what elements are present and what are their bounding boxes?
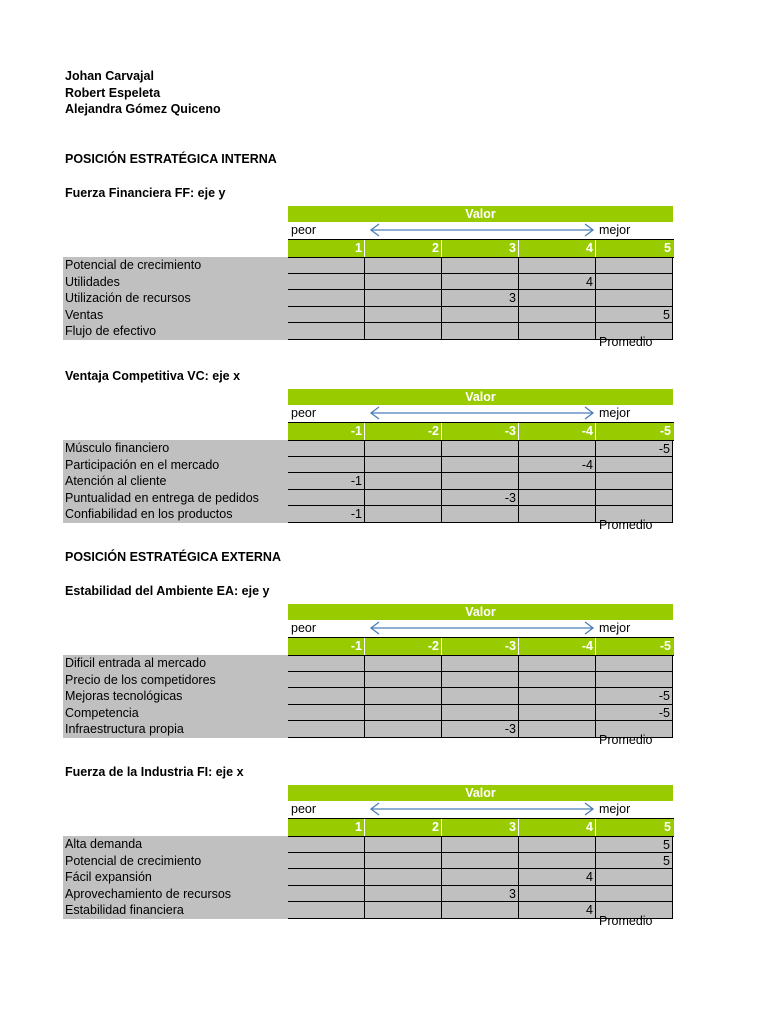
table-row xyxy=(63,307,674,324)
author-2: Robert Espeleta xyxy=(65,85,161,100)
value-cell[interactable] xyxy=(519,721,596,738)
column-headers xyxy=(288,239,674,258)
column-header: -3 xyxy=(442,423,519,440)
value-cell[interactable] xyxy=(365,853,442,870)
value-cell[interactable] xyxy=(519,705,596,722)
row-label: Alta demanda xyxy=(63,836,288,853)
table-row xyxy=(63,490,674,507)
value-cell[interactable] xyxy=(596,274,673,291)
table-row xyxy=(63,323,674,340)
value-cell[interactable] xyxy=(365,307,442,324)
value-cell[interactable]: -1 xyxy=(288,473,365,490)
value-cell[interactable] xyxy=(596,869,673,886)
value-cell[interactable] xyxy=(365,672,442,689)
value-cell[interactable] xyxy=(596,655,673,672)
value-cell[interactable] xyxy=(442,836,519,853)
row-label: Participación en el mercado xyxy=(63,457,288,474)
column-header: -1 xyxy=(288,423,365,440)
value-cell[interactable] xyxy=(365,655,442,672)
value-cell[interactable]: 3 xyxy=(442,886,519,903)
value-cell[interactable] xyxy=(365,886,442,903)
column-header: -2 xyxy=(365,638,442,655)
value-cell[interactable] xyxy=(596,886,673,903)
table-row xyxy=(63,869,674,886)
value-cell[interactable] xyxy=(365,688,442,705)
column-header: -5 xyxy=(659,424,671,438)
value-cell[interactable] xyxy=(519,290,596,307)
value-cell[interactable] xyxy=(365,705,442,722)
value-cell[interactable] xyxy=(442,457,519,474)
value-cell[interactable] xyxy=(442,307,519,324)
value-cell[interactable] xyxy=(288,886,365,903)
table-title: Ventaja Competitiva VC: eje x xyxy=(65,369,241,383)
column-header: -2 xyxy=(365,423,442,440)
value-cell[interactable]: -4 xyxy=(519,457,596,474)
value-cell[interactable] xyxy=(519,257,596,274)
column-header: 5 xyxy=(664,820,671,834)
column-header: 3 xyxy=(442,819,519,836)
value-cell[interactable] xyxy=(519,836,596,853)
author-1: Johan Carvajal xyxy=(65,69,154,83)
value-cell[interactable] xyxy=(442,440,519,457)
value-cell[interactable]: -3 xyxy=(442,721,519,738)
row-label: Aprovechamiento de recursos xyxy=(63,886,288,903)
row-label: Precio de los competidores xyxy=(63,672,288,689)
row-label: Fácil expansión xyxy=(63,869,288,886)
value-cell[interactable] xyxy=(365,457,442,474)
row-label: Atención al cliente xyxy=(63,473,288,490)
value-cell[interactable]: 5 xyxy=(596,853,673,870)
scale-row xyxy=(288,620,674,637)
table-row xyxy=(63,473,674,490)
row-label: Puntualidad en entrega de pedidos xyxy=(63,490,288,507)
scale-worse-label: peor xyxy=(291,406,317,420)
scale-worse-label: peor xyxy=(291,802,317,816)
promedio-label: Promedio xyxy=(599,733,653,747)
table-row xyxy=(63,886,674,903)
value-cell[interactable] xyxy=(442,869,519,886)
column-header: -5 xyxy=(659,639,671,653)
row-label: Mejoras tecnológicas xyxy=(63,688,288,705)
value-cell[interactable] xyxy=(442,506,519,523)
value-cell[interactable] xyxy=(288,721,365,738)
scale-row xyxy=(288,405,674,422)
table-row xyxy=(63,836,674,853)
table-row xyxy=(63,853,674,870)
row-label: Competencia xyxy=(63,705,288,722)
row-label: Utilidades xyxy=(63,274,288,291)
value-cell[interactable]: 4 xyxy=(519,274,596,291)
value-cell[interactable] xyxy=(442,257,519,274)
value-cell[interactable] xyxy=(519,853,596,870)
column-headers xyxy=(288,422,674,441)
value-cell[interactable] xyxy=(365,902,442,919)
table-row xyxy=(63,457,674,474)
value-cell[interactable] xyxy=(288,440,365,457)
table-title: Estabilidad del Ambiente EA: eje y xyxy=(65,584,270,598)
scale-row xyxy=(288,801,674,818)
column-header: 4 xyxy=(519,240,596,257)
table-row xyxy=(63,274,674,291)
value-cell[interactable] xyxy=(519,886,596,903)
scale-better-label: mejor xyxy=(599,223,631,237)
value-cell[interactable] xyxy=(519,490,596,507)
value-cell[interactable] xyxy=(365,869,442,886)
promedio-label: Promedio xyxy=(599,518,653,532)
value-cell[interactable] xyxy=(596,457,673,474)
table-row xyxy=(63,655,674,672)
value-cell[interactable] xyxy=(519,672,596,689)
value-cell[interactable] xyxy=(288,257,365,274)
value-cell[interactable] xyxy=(596,290,673,307)
value-cell[interactable] xyxy=(519,473,596,490)
column-header: 1 xyxy=(288,240,365,257)
row-label: Ventas xyxy=(63,307,288,324)
value-cell[interactable] xyxy=(365,490,442,507)
double-arrow-icon xyxy=(368,223,596,237)
value-cell[interactable] xyxy=(288,274,365,291)
table-row xyxy=(63,688,674,705)
value-cell[interactable]: -1 xyxy=(288,506,365,523)
valor-header: Valor xyxy=(288,206,673,222)
author-3: Alejandra Gómez Quiceno xyxy=(65,102,221,116)
row-label: Infraestructura propia xyxy=(63,721,288,738)
value-cell[interactable] xyxy=(519,307,596,324)
value-cell[interactable] xyxy=(288,307,365,324)
column-header: 2 xyxy=(365,240,442,257)
column-header: 3 xyxy=(442,240,519,257)
value-cell[interactable] xyxy=(365,836,442,853)
value-cell[interactable] xyxy=(288,853,365,870)
column-header: -1 xyxy=(288,638,365,655)
scale-worse-label: peor xyxy=(291,621,317,635)
value-cell[interactable]: 3 xyxy=(442,290,519,307)
column-header: 5 xyxy=(664,241,671,255)
table-title: Fuerza de la Industria FI: eje x xyxy=(65,765,244,779)
value-cell[interactable] xyxy=(519,655,596,672)
scale-row xyxy=(288,222,674,239)
row-label: Músculo financiero xyxy=(63,440,288,457)
value-cell[interactable] xyxy=(442,323,519,340)
value-cell[interactable] xyxy=(365,721,442,738)
column-header: -4 xyxy=(519,638,596,655)
value-cell[interactable] xyxy=(596,490,673,507)
value-cell[interactable] xyxy=(288,902,365,919)
column-header: 1 xyxy=(288,819,365,836)
value-cell[interactable] xyxy=(442,655,519,672)
value-cell[interactable] xyxy=(288,490,365,507)
table-row xyxy=(63,290,674,307)
value-cell[interactable]: 5 xyxy=(596,307,673,324)
table-body xyxy=(63,836,674,919)
value-cell[interactable] xyxy=(365,440,442,457)
promedio-label: Promedio xyxy=(599,914,653,928)
row-label: Utilización de recursos xyxy=(63,290,288,307)
value-cell[interactable] xyxy=(442,473,519,490)
table-row xyxy=(63,721,674,738)
value-cell[interactable]: -5 xyxy=(596,440,673,457)
row-label: Potencial de crecimiento xyxy=(63,853,288,870)
section-title-external: POSICIÓN ESTRATÉGICA EXTERNA xyxy=(65,550,281,564)
value-cell[interactable] xyxy=(596,473,673,490)
value-cell[interactable] xyxy=(365,473,442,490)
value-cell[interactable] xyxy=(442,274,519,291)
table-title: Fuerza Financiera FF: eje y xyxy=(65,186,226,200)
value-cell[interactable] xyxy=(288,836,365,853)
value-cell[interactable] xyxy=(596,257,673,274)
table-row xyxy=(63,705,674,722)
value-cell[interactable] xyxy=(442,902,519,919)
double-arrow-icon xyxy=(368,621,596,635)
table-body xyxy=(63,440,674,523)
value-cell[interactable] xyxy=(442,705,519,722)
table-row xyxy=(63,257,674,274)
table-row xyxy=(63,440,674,457)
valor-header: Valor xyxy=(288,389,673,405)
value-cell[interactable] xyxy=(365,323,442,340)
column-header: -3 xyxy=(442,638,519,655)
column-headers xyxy=(288,637,674,656)
table-row xyxy=(63,672,674,689)
value-cell[interactable] xyxy=(519,688,596,705)
table-body xyxy=(63,257,674,340)
value-cell[interactable] xyxy=(288,869,365,886)
value-cell[interactable] xyxy=(519,440,596,457)
valor-header: Valor xyxy=(288,785,673,801)
scale-better-label: mejor xyxy=(599,802,631,816)
scale-better-label: mejor xyxy=(599,621,631,635)
value-cell[interactable] xyxy=(596,672,673,689)
double-arrow-icon xyxy=(368,406,596,420)
double-arrow-icon xyxy=(368,802,596,816)
column-headers xyxy=(288,818,674,837)
value-cell[interactable] xyxy=(288,688,365,705)
column-header: 4 xyxy=(519,819,596,836)
value-cell[interactable] xyxy=(288,323,365,340)
value-cell[interactable]: -3 xyxy=(442,490,519,507)
section-title-internal: POSICIÓN ESTRATÉGICA INTERNA xyxy=(65,152,277,166)
value-cell[interactable] xyxy=(288,290,365,307)
value-cell[interactable] xyxy=(519,506,596,523)
value-cell[interactable] xyxy=(288,655,365,672)
column-header: -4 xyxy=(519,423,596,440)
value-cell[interactable] xyxy=(442,672,519,689)
scale-better-label: mejor xyxy=(599,406,631,420)
value-cell[interactable] xyxy=(365,274,442,291)
value-cell[interactable] xyxy=(288,457,365,474)
value-cell[interactable] xyxy=(365,257,442,274)
value-cell[interactable] xyxy=(365,506,442,523)
value-cell[interactable]: 4 xyxy=(519,902,596,919)
scale-worse-label: peor xyxy=(291,223,317,237)
value-cell[interactable] xyxy=(442,853,519,870)
row-label: Potencial de crecimiento xyxy=(63,257,288,274)
value-cell[interactable]: 4 xyxy=(519,869,596,886)
value-cell[interactable] xyxy=(288,672,365,689)
promedio-label: Promedio xyxy=(599,335,653,349)
row-label: Confiabilidad en los productos xyxy=(63,506,288,523)
value-cell[interactable] xyxy=(365,290,442,307)
row-label: Estabilidad financiera xyxy=(63,902,288,919)
table-row xyxy=(63,506,674,523)
row-label: Dificil entrada al mercado xyxy=(63,655,288,672)
value-cell[interactable]: -5 xyxy=(596,688,673,705)
value-cell[interactable] xyxy=(519,323,596,340)
value-cell[interactable]: 5 xyxy=(596,836,673,853)
valor-header: Valor xyxy=(288,604,673,620)
value-cell[interactable] xyxy=(442,688,519,705)
value-cell[interactable]: -5 xyxy=(596,705,673,722)
table-row xyxy=(63,902,674,919)
authors xyxy=(65,68,221,118)
value-cell[interactable] xyxy=(288,705,365,722)
row-label: Flujo de efectivo xyxy=(63,323,288,340)
column-header: 2 xyxy=(365,819,442,836)
table-body xyxy=(63,655,674,738)
